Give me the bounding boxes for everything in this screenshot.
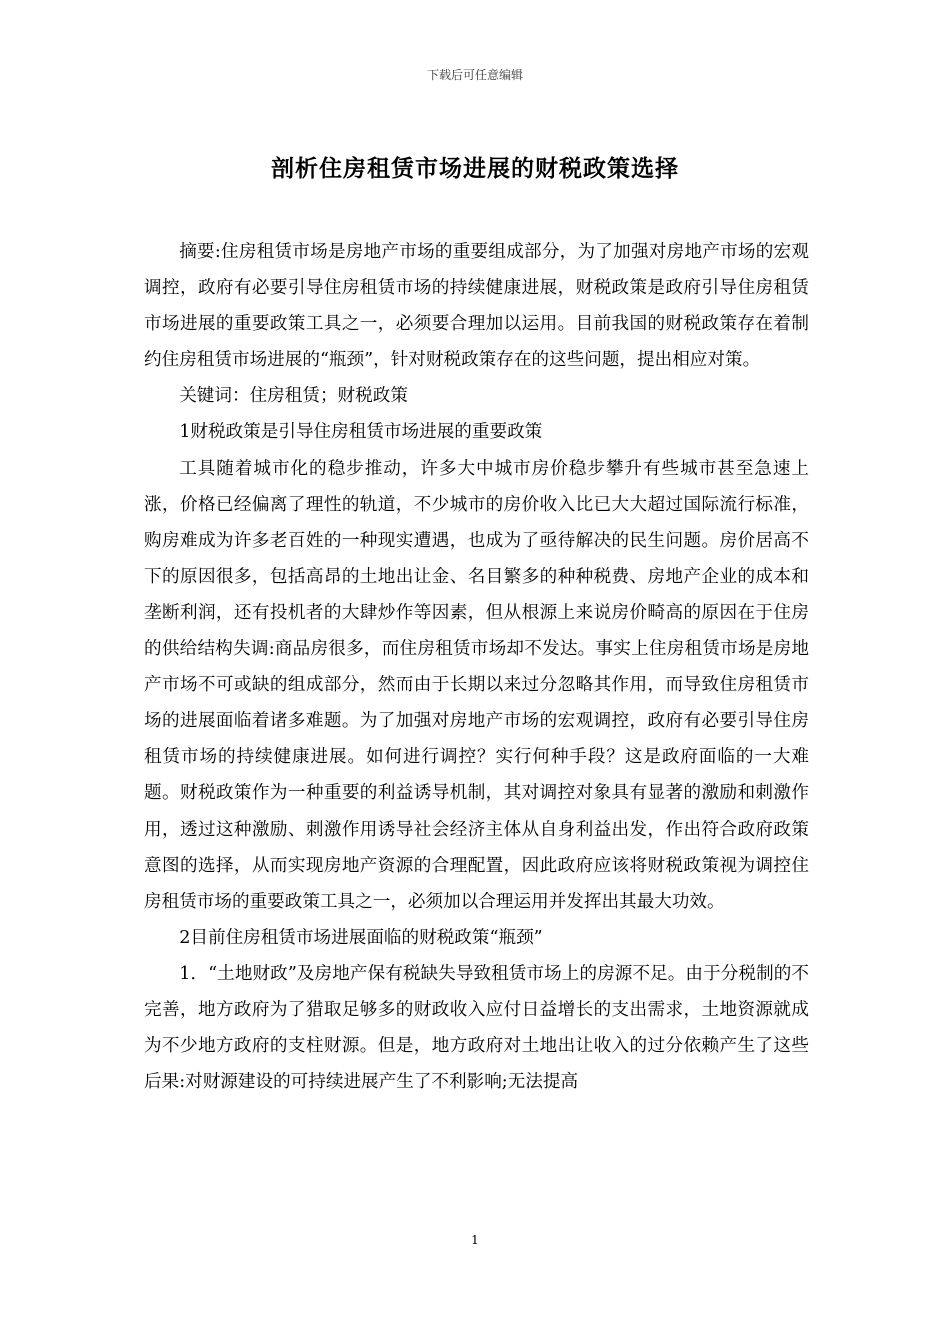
- section-heading-1: 1财税政策是引导住房租赁市场进展的重要政策: [179, 422, 543, 443]
- document-body: [144, 234, 809, 1100]
- body-paragraph: 工具随着城市化的稳步推动，许多大中城市房价稳步攀升有些城市甚至急速上涨，价格已经偏离了理性的轨道，不少城市的房价收入比已大大超过国际流行标准，购房难成为许多老百姓的一种现实遭遇，也成为了亟待解决的民生问题。房价居高不下的原因很多，包括高昂的土地出让金、名目繁多的种种税费、房地产企业的成本和垄断利润，还有投机者的大肆炒作等因素，但从根源上来说房价畸高的原因在于住房的供给结构失调:商品房很多，而住房租赁市场却不发达。事实上住房租赁市场是房地产市场不可或缺的组成部分，然而由于长期以来过分忽略其作用，而导致住房租赁市场的进展面临着诸多难题。为了加强对房地产市场的宏观调控，政府有必要引导住房租赁市场的持续健康进展。如何进行调控？实行何种手段？这是政府面临的一大难题。财税政策作为一种重要的利益诱导机制，其对调控对象具有显著的激励和刺激作用，透过这种激励、刺激作用诱导社会经济主体从自身利益出发，作出符合政府政策意图的选择，从而实现房地产资源的合理配置，因此政府应该将财税政策视为调控住房租赁市场的重要政策工具之一，必须加以合理运用并发挥出其最大功效。: [144, 458, 809, 912]
- page-number: 1: [471, 1233, 479, 1247]
- abstract-paragraph: 摘要:住房租赁市场是房地产市场的重要组成部分，为了加强对房地产市场的宏观调控，政府有必要引导住房租赁市场的持续健康进展，财税政策是政府引导住房租赁市场进展的重要政策工具之一，必须要合理加以运用。目前我国的财税政策存在着制约住房租赁市场进展的“瓶颈”，针对财税政策存在的这些问题，提出相应对策。: [144, 242, 809, 371]
- document-title: 剖析住房租赁市场进展的财税政策选择: [271, 155, 679, 182]
- body-paragraph: 1．“土地财政”及房地产保有税缺失导致租赁市场上的房源不足。由于分税制的不完善，地方政府为了猎取足够多的财政收入应付日益增长的支出需求，土地资源就成为不少地方政府的支柱财源。但是，地方政府对土地出让收入的过分依赖产生了这些后果:对财源建设的可持续进展产生了不利影响;无法提高: [144, 963, 809, 1093]
- keywords-line: 关键词：住房租赁；财税政策: [179, 386, 408, 407]
- page-header-note: 下载后可任意编辑: [426, 68, 523, 82]
- section-heading-2: 2目前住房租赁市场进展面临的财税政策“瓶颈”: [179, 927, 543, 948]
